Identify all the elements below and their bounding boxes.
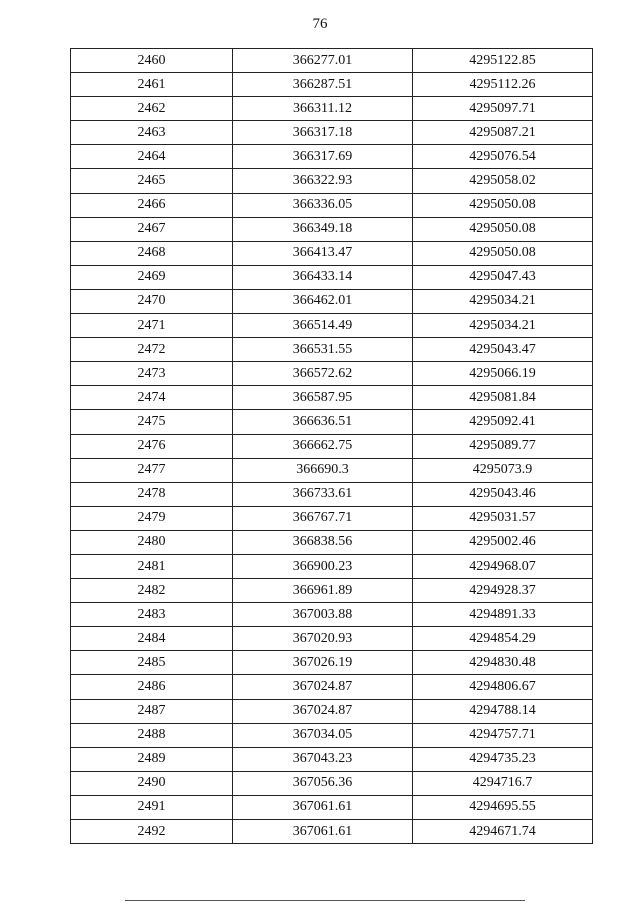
coordinates-table-body bbox=[71, 49, 593, 844]
x-coordinate-cell: 367024.87 bbox=[233, 699, 413, 723]
table-row bbox=[71, 145, 593, 169]
x-coordinate-cell: 367043.23 bbox=[233, 747, 413, 771]
y-coordinate-cell: 4295073.9 bbox=[413, 458, 593, 482]
y-coordinate-cell: 4295043.47 bbox=[413, 338, 593, 362]
coordinates-table bbox=[70, 48, 593, 844]
x-coordinate-cell: 366662.75 bbox=[233, 434, 413, 458]
bottom-rule bbox=[125, 900, 525, 901]
y-coordinate-cell: 4295076.54 bbox=[413, 145, 593, 169]
point-number-cell: 2471 bbox=[71, 314, 233, 338]
y-coordinate-cell: 4295050.08 bbox=[413, 193, 593, 217]
y-coordinate-cell: 4295043.46 bbox=[413, 482, 593, 506]
page-number: 76 bbox=[312, 16, 328, 32]
table-row bbox=[71, 49, 593, 73]
y-coordinate-cell: 4295087.21 bbox=[413, 121, 593, 145]
point-number-cell: 2485 bbox=[71, 651, 233, 675]
point-number-cell: 2488 bbox=[71, 723, 233, 747]
table-row bbox=[71, 603, 593, 627]
table-row bbox=[71, 121, 593, 145]
y-coordinate-cell: 4295092.41 bbox=[413, 410, 593, 434]
y-coordinate-cell: 4295066.19 bbox=[413, 362, 593, 386]
y-coordinate-cell: 4295034.21 bbox=[413, 314, 593, 338]
table-row bbox=[71, 193, 593, 217]
point-number-cell: 2476 bbox=[71, 434, 233, 458]
x-coordinate-cell: 366322.93 bbox=[233, 169, 413, 193]
point-number-cell: 2480 bbox=[71, 530, 233, 554]
table-row bbox=[71, 699, 593, 723]
table-row bbox=[71, 627, 593, 651]
table-row bbox=[71, 530, 593, 554]
table-row bbox=[71, 554, 593, 578]
point-number-cell: 2460 bbox=[71, 49, 233, 73]
point-number-cell: 2492 bbox=[71, 820, 233, 844]
point-number-cell: 2481 bbox=[71, 554, 233, 578]
table-row bbox=[71, 651, 593, 675]
x-coordinate-cell: 366838.56 bbox=[233, 530, 413, 554]
y-coordinate-cell: 4294830.48 bbox=[413, 651, 593, 675]
table-row bbox=[71, 217, 593, 241]
y-coordinate-cell: 4294788.14 bbox=[413, 699, 593, 723]
point-number-cell: 2468 bbox=[71, 241, 233, 265]
y-coordinate-cell: 4294854.29 bbox=[413, 627, 593, 651]
y-coordinate-cell: 4294735.23 bbox=[413, 747, 593, 771]
y-coordinate-cell: 4295031.57 bbox=[413, 506, 593, 530]
x-coordinate-cell: 366462.01 bbox=[233, 289, 413, 313]
y-coordinate-cell: 4294716.7 bbox=[413, 771, 593, 795]
x-coordinate-cell: 366336.05 bbox=[233, 193, 413, 217]
y-coordinate-cell: 4295089.77 bbox=[413, 434, 593, 458]
x-coordinate-cell: 366433.14 bbox=[233, 265, 413, 289]
x-coordinate-cell: 366531.55 bbox=[233, 338, 413, 362]
table-row bbox=[71, 73, 593, 97]
x-coordinate-cell: 367026.19 bbox=[233, 651, 413, 675]
point-number-cell: 2472 bbox=[71, 338, 233, 362]
table-row bbox=[71, 820, 593, 844]
x-coordinate-cell: 367061.61 bbox=[233, 820, 413, 844]
y-coordinate-cell: 4294757.71 bbox=[413, 723, 593, 747]
point-number-cell: 2462 bbox=[71, 97, 233, 121]
table-row bbox=[71, 747, 593, 771]
table-row bbox=[71, 362, 593, 386]
y-coordinate-cell: 4295034.21 bbox=[413, 289, 593, 313]
x-coordinate-cell: 366900.23 bbox=[233, 554, 413, 578]
table-row bbox=[71, 723, 593, 747]
x-coordinate-cell: 367024.87 bbox=[233, 675, 413, 699]
point-number-cell: 2482 bbox=[71, 579, 233, 603]
point-number-cell: 2478 bbox=[71, 482, 233, 506]
x-coordinate-cell: 366572.62 bbox=[233, 362, 413, 386]
table-row bbox=[71, 434, 593, 458]
point-number-cell: 2465 bbox=[71, 169, 233, 193]
y-coordinate-cell: 4295112.26 bbox=[413, 73, 593, 97]
point-number-cell: 2483 bbox=[71, 603, 233, 627]
x-coordinate-cell: 366311.12 bbox=[233, 97, 413, 121]
x-coordinate-cell: 367003.88 bbox=[233, 603, 413, 627]
y-coordinate-cell: 4295058.02 bbox=[413, 169, 593, 193]
point-number-cell: 2479 bbox=[71, 506, 233, 530]
y-coordinate-cell: 4295050.08 bbox=[413, 241, 593, 265]
y-coordinate-cell: 4295050.08 bbox=[413, 217, 593, 241]
point-number-cell: 2466 bbox=[71, 193, 233, 217]
x-coordinate-cell: 366636.51 bbox=[233, 410, 413, 434]
table-row bbox=[71, 265, 593, 289]
y-coordinate-cell: 4294891.33 bbox=[413, 603, 593, 627]
table-row bbox=[71, 458, 593, 482]
x-coordinate-cell: 366767.71 bbox=[233, 506, 413, 530]
x-coordinate-cell: 366277.01 bbox=[233, 49, 413, 73]
y-coordinate-cell: 4295047.43 bbox=[413, 265, 593, 289]
point-number-cell: 2475 bbox=[71, 410, 233, 434]
x-coordinate-cell: 366317.69 bbox=[233, 145, 413, 169]
x-coordinate-cell: 366287.51 bbox=[233, 73, 413, 97]
x-coordinate-cell: 366961.89 bbox=[233, 579, 413, 603]
x-coordinate-cell: 366587.95 bbox=[233, 386, 413, 410]
point-number-cell: 2477 bbox=[71, 458, 233, 482]
table-row bbox=[71, 410, 593, 434]
point-number-cell: 2470 bbox=[71, 289, 233, 313]
table-row bbox=[71, 314, 593, 338]
y-coordinate-cell: 4294695.55 bbox=[413, 795, 593, 819]
point-number-cell: 2487 bbox=[71, 699, 233, 723]
x-coordinate-cell: 366413.47 bbox=[233, 241, 413, 265]
y-coordinate-cell: 4294928.37 bbox=[413, 579, 593, 603]
x-coordinate-cell: 366690.3 bbox=[233, 458, 413, 482]
table-row bbox=[71, 97, 593, 121]
x-coordinate-cell: 366317.18 bbox=[233, 121, 413, 145]
point-number-cell: 2464 bbox=[71, 145, 233, 169]
table-row bbox=[71, 386, 593, 410]
y-coordinate-cell: 4295122.85 bbox=[413, 49, 593, 73]
x-coordinate-cell: 367034.05 bbox=[233, 723, 413, 747]
table-row bbox=[71, 169, 593, 193]
point-number-cell: 2489 bbox=[71, 747, 233, 771]
x-coordinate-cell: 366349.18 bbox=[233, 217, 413, 241]
x-coordinate-cell: 366514.49 bbox=[233, 314, 413, 338]
point-number-cell: 2463 bbox=[71, 121, 233, 145]
point-number-cell: 2467 bbox=[71, 217, 233, 241]
y-coordinate-cell: 4294806.67 bbox=[413, 675, 593, 699]
table-row bbox=[71, 482, 593, 506]
table-row bbox=[71, 795, 593, 819]
table-row bbox=[71, 771, 593, 795]
x-coordinate-cell: 367061.61 bbox=[233, 795, 413, 819]
y-coordinate-cell: 4294671.74 bbox=[413, 820, 593, 844]
x-coordinate-cell: 366733.61 bbox=[233, 482, 413, 506]
table-row bbox=[71, 241, 593, 265]
table-row bbox=[71, 289, 593, 313]
point-number-cell: 2469 bbox=[71, 265, 233, 289]
x-coordinate-cell: 367020.93 bbox=[233, 627, 413, 651]
table-row bbox=[71, 675, 593, 699]
y-coordinate-cell: 4294968.07 bbox=[413, 554, 593, 578]
table-row bbox=[71, 579, 593, 603]
x-coordinate-cell: 367056.36 bbox=[233, 771, 413, 795]
y-coordinate-cell: 4295081.84 bbox=[413, 386, 593, 410]
y-coordinate-cell: 4295097.71 bbox=[413, 97, 593, 121]
point-number-cell: 2491 bbox=[71, 795, 233, 819]
point-number-cell: 2484 bbox=[71, 627, 233, 651]
point-number-cell: 2473 bbox=[71, 362, 233, 386]
table-row bbox=[71, 506, 593, 530]
y-coordinate-cell: 4295002.46 bbox=[413, 530, 593, 554]
point-number-cell: 2486 bbox=[71, 675, 233, 699]
point-number-cell: 2461 bbox=[71, 73, 233, 97]
point-number-cell: 2490 bbox=[71, 771, 233, 795]
table-row bbox=[71, 338, 593, 362]
point-number-cell: 2474 bbox=[71, 386, 233, 410]
